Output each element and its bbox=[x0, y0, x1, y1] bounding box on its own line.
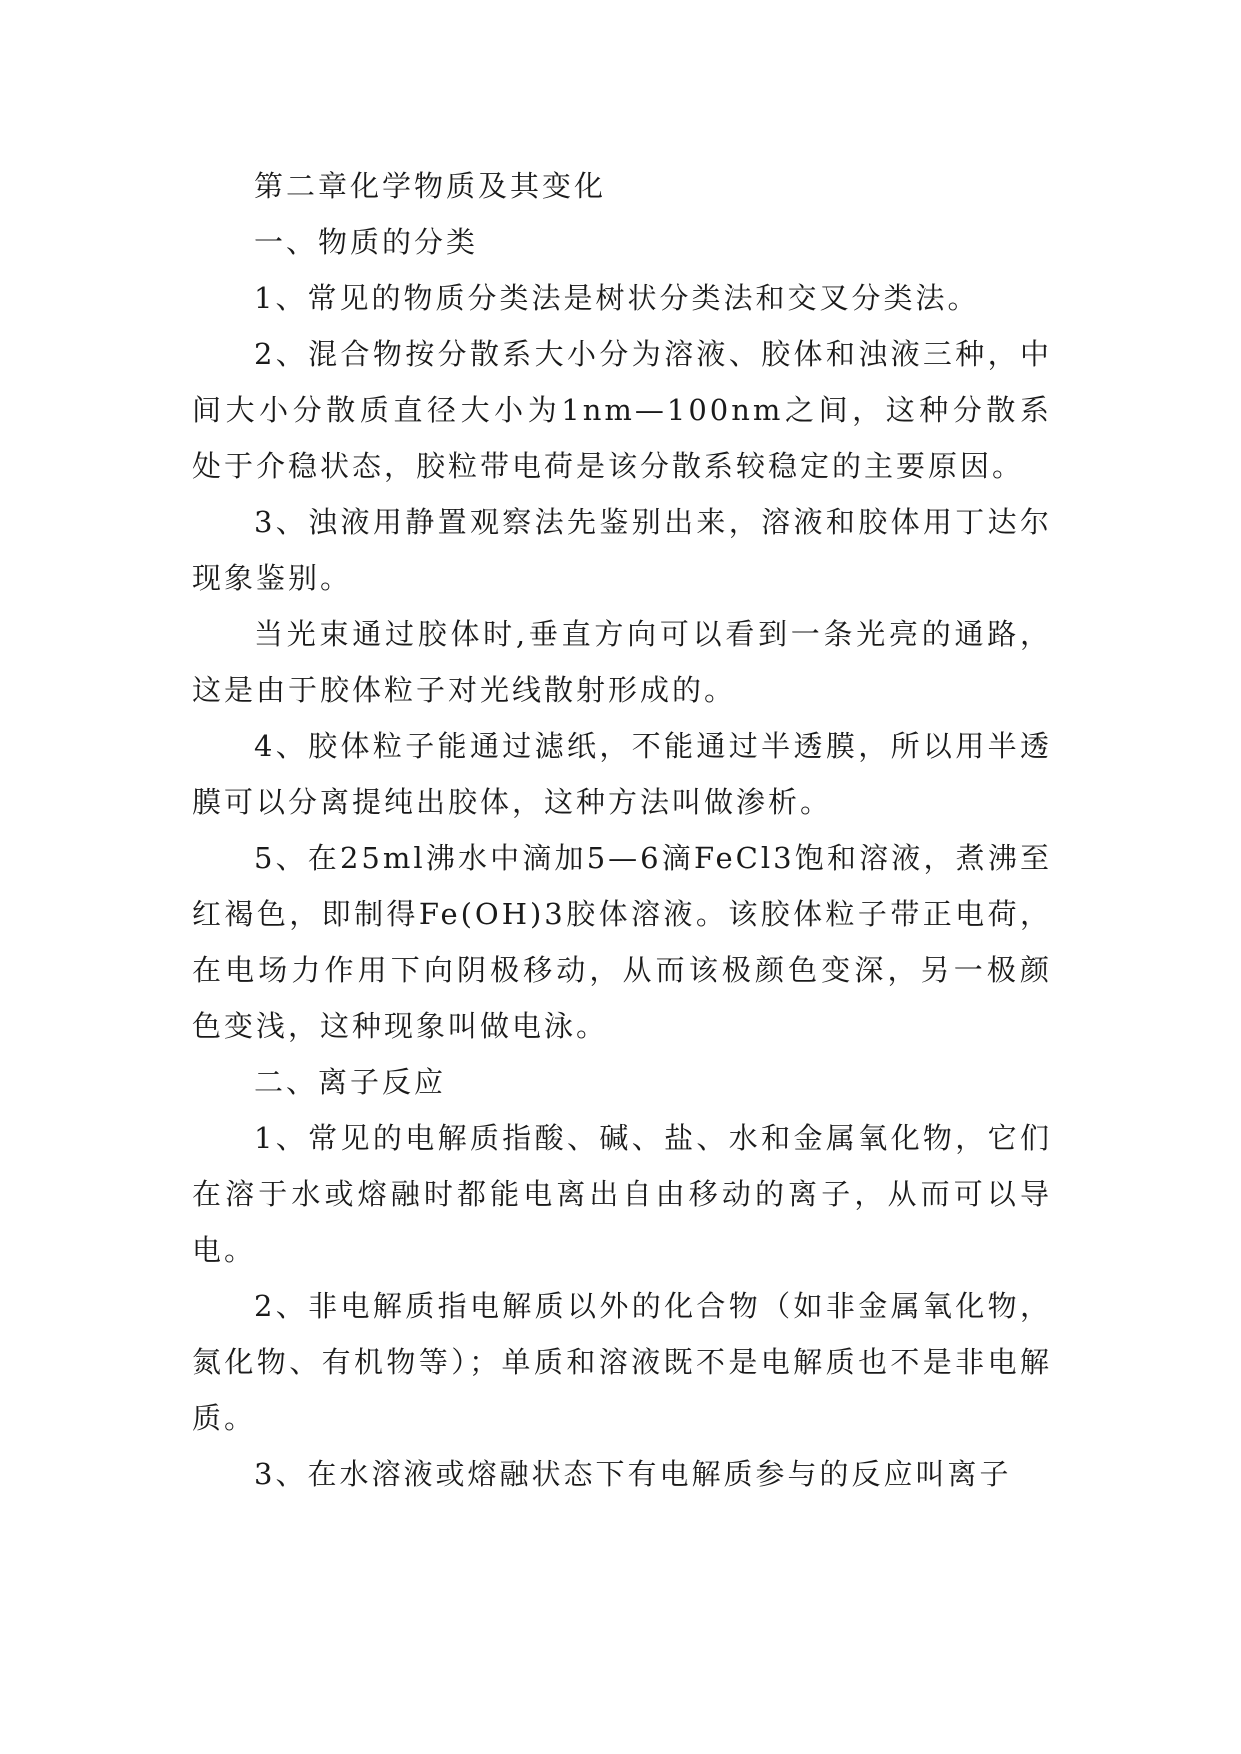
document-body bbox=[192, 158, 1052, 1502]
section-heading-classification: 一、物质的分类 bbox=[254, 225, 479, 259]
chapter-title: 第二章化学物质及其变化 bbox=[254, 169, 607, 203]
paragraph: 当光束通过胶体时,垂直方向可以看到一条光亮的通路，这是由于胶体粒子对光线散射形成的。 bbox=[192, 617, 1052, 707]
paragraph: 3、在水溶液或熔融状态下有电解质参与的反应叫离子 bbox=[254, 1457, 1012, 1491]
paragraph: 2、混合物按分散系大小分为溶液、胶体和浊液三种，中间大小分散质直径大小为1nm—100nm之间，这种分散系处于介稳状态，胶粒带电荷是该分散系较稳定的主要原因。 bbox=[192, 337, 1052, 483]
paragraph: 4、胶体粒子能通过滤纸，不能通过半透膜，所以用半透膜可以分离提纯出胶体，这种方法叫做渗析。 bbox=[192, 729, 1052, 819]
paragraph: 3、浊液用静置观察法先鉴别出来，溶液和胶体用丁达尔现象鉴别。 bbox=[192, 505, 1052, 595]
paragraph: 2、非电解质指电解质以外的化合物（如非金属氧化物，氮化物、有机物等）；单质和溶液既不是电解质也不是非电解质。 bbox=[192, 1289, 1052, 1435]
section-heading-ionic-reaction: 二、离子反应 bbox=[254, 1065, 447, 1099]
paragraph: 5、在25ml沸水中滴加5—6滴FeCl3饱和溶液，煮沸至红褐色，即制得Fe(OH)3胶体溶液。该胶体粒子带正电荷，在电场力作用下向阴极移动，从而该极颜色变深，另一极颜色变浅，这种现象叫做电泳。 bbox=[192, 841, 1052, 1043]
paragraph: 1、常见的电解质指酸、碱、盐、水和金属氧化物，它们在溶于水或熔融时都能电离出自由移动的离子，从而可以导电。 bbox=[192, 1121, 1052, 1267]
paragraph: 1、常见的物质分类法是树状分类法和交叉分类法。 bbox=[254, 281, 980, 315]
